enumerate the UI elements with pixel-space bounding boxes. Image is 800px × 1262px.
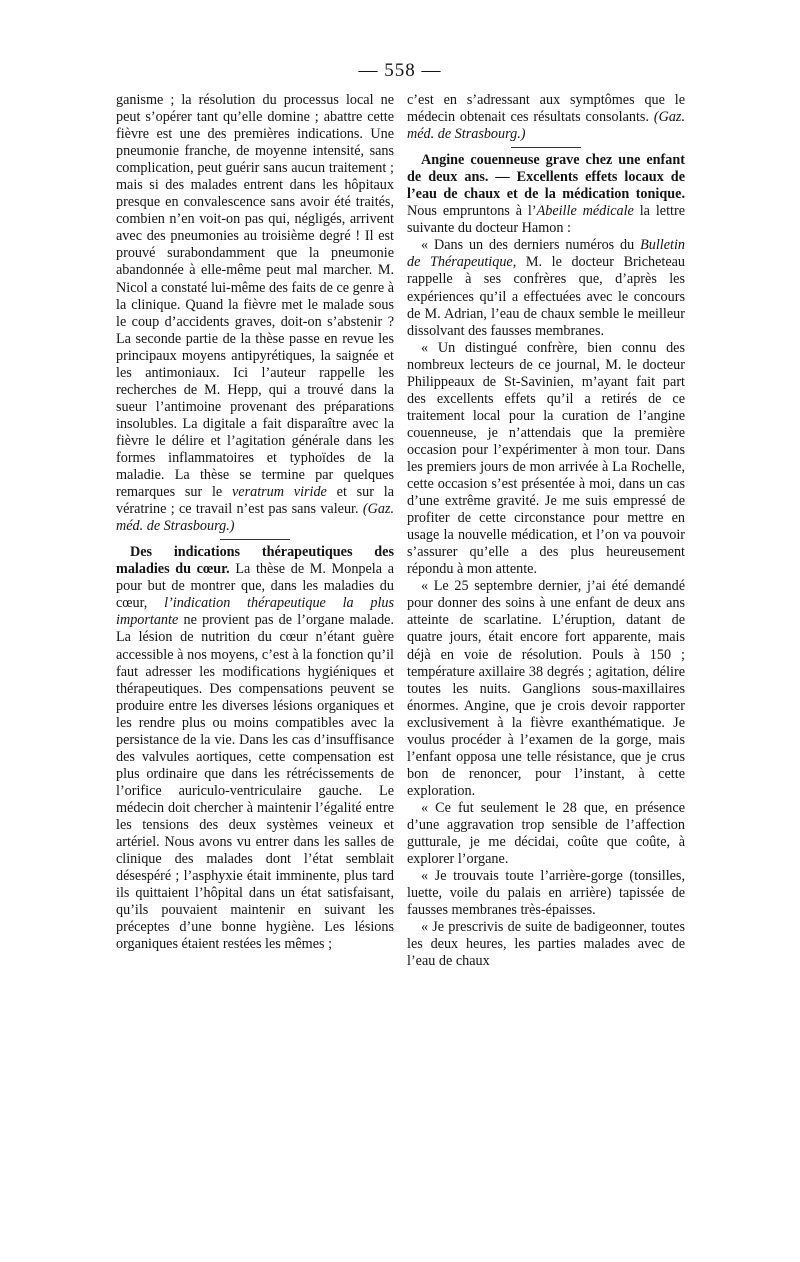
paragraph-text: c’est en s’adressant aux symptômes que le médecin obtenait ces résultats consolants. (407, 92, 685, 126)
paragraph-text: et sur la vératrine ; ce travail n’est pas sans valeur. (116, 484, 394, 518)
article-heading-paragraph (116, 544, 394, 953)
right-column (407, 92, 685, 970)
italic-title: Bulletin de Thérapeutique, (407, 237, 686, 271)
section-divider (511, 147, 581, 148)
paragraph: « Je trouvais toute l’arrière-gorge (tonsilles, luette, voile du palais en arrière) tapissée de fausses membranes très-épaisses. (407, 868, 685, 919)
paragraph (407, 237, 685, 339)
source-citation: (Gaz. méd. de Strasbourg.) (116, 501, 395, 535)
paragraph-continuation (407, 92, 685, 143)
left-column (116, 92, 394, 953)
article-heading-paragraph (407, 152, 685, 237)
paragraph-text: La thèse de M. Monpela a pour but de montrer que, dans les maladies du cœur, (116, 561, 394, 612)
source-citation: (Gaz. méd. de Strasbourg.) (407, 109, 685, 143)
page-number: — 558 — (358, 60, 442, 81)
article-heading: Angine couenneuse grave chez une enfant de deux ans. — Excellents effets locaux de l’eau de chaux et de la médication tonique. (407, 152, 685, 203)
paragraph: « Un distingué confrère, bien connu des nombreux lecteurs de ce journal, M. le docteur Philippeaux de St-Savinien, m’ayant fait part des excellents effets qu’il a retirés de ce traitement local pour la curation de l’angine couenneuse, je n’attendais que la première occasion pour l’expérimenter à mon tour. Dans les premiers jours de mon arrivée à La Rochelle, cette occasion s’est présentée à moi, dans un cas d’une extrême gravité. Je me suis empressé de profiter de cette circonstance pour mettre en usage la nouvelle médication, et l’on va pouvoir s’assurer qu’elle a des plus heureusement répondu à mon attente. (407, 339, 685, 578)
paragraph-text: ganisme ; la résolution du processus local ne peut s’opérer tant qu’elle domine ; abattre cette fièvre est une des premières indications. Une pneumonie franche, de moyenne intensité, sans complication, peut guérir sans aucun traitement ; mais si des malades entrent dans les hôpitaux presque en convalescence sans avoir été traités, combien n’en voit-on pas qui, négligés, arrivent avec des pneumonies au troisième degré ! Il est prouvé surabondamment que la pneumonie abandonnée à elle-même peut mal marcher. M. Nicol a constaté lui-même des faits de ce genre à la clinique. Quand la fièvre met le malade sous le coup d’accidents graves, doit-on s’abstenir ? La seconde partie de la thèse passe en revue les principaux moyens antipyrétiques, la saignée et les antimoniaux. Ici l’auteur rappelle les recherches de M. Hepp, qui a trouvé dans la sueur l’antimoine provenant des préparations insolubles. La digitale a fait disparaître avec la fièvre le délire et l’agitation générale dans les formes inflammatoires et typhoïdes de la maladie. La thèse se termine par quelques remarques sur le (116, 92, 394, 501)
italic-phrase: l’indication thérapeutique la plus importante (116, 595, 395, 629)
section-divider (220, 539, 290, 540)
paragraph: « Je prescrivis de suite de badigeonner, toutes les deux heures, les parties malades avec de l’eau de chaux (407, 919, 685, 970)
paragraph-text: Nous empruntons à l’ (407, 203, 537, 220)
paragraph-text: M. le docteur Bricheteau rappelle à ses confrères que, d’après les expériences qu’il a effectuées avec le concours de M. Adrian, l’eau de chaux semble le meilleur dissolvant des fausses membranes. (407, 254, 686, 339)
paragraph-text: « Dans un des derniers numéros du (421, 237, 635, 254)
article-heading: Des indications thérapeutiques des maladies du cœur. (116, 544, 394, 578)
paragraph-text: ne provient pas de l’organe malade. La lésion de nutrition du cœur n’étant guère accessible à nos moyens, c’est à la fonction qu’il faut adresser les modifications hygiéniques et thérapeutiques. Des compensations peuvent se produire entre les diverses lésions organiques et les rendre plus ou moins compatibles avec la persistance de la vie. Dans les cas d’insuffisance des valvules aortiques, cette compensation est plus ordinaire que dans les rétrécissements de l’orifice auriculo-ventriculaire gauche. Le médecin doit chercher à maintenir l’égalité entre les tensions des deux systèmes veineux et artériel. Nous avons vu entrer dans les salles de clinique des malades dont l’état semblait désespéré ; l’asphyxie était imminente, plus tard ils quittaient l’hôpital dans un état satisfaisant, qu’ils pouvaient maintenir en suivant les préceptes d’une bonne hygiène. Les lésions organiques étaient restées les mêmes ; (116, 612, 395, 953)
paragraph: « Ce fut seulement le 28 que, en présence d’une aggravation trop sensible de l’affection gutturale, je me décidai, coûte que coûte, à explorer l’organe. (407, 799, 685, 868)
paragraph-text: la lettre suivante du docteur Hamon : (407, 203, 685, 237)
paragraph-continuation (116, 92, 394, 535)
italic-term: veratrum viride (231, 484, 327, 501)
italic-title: Abeille médicale (536, 203, 634, 220)
paragraph: « Le 25 septembre dernier, j’ai été demandé pour donner des soins à une enfant de deux ans atteinte de scarlatine. L’éruption, datant de quatre jours, était encore fort apparente, mais déjà en voie de résolution. Pouls à 150 ; température axillaire 38 degrés ; agitation, délire toutes les nuits. Ganglions sous-maxillaires énormes. Angine, que je crois devoir rapporter exclusivement à la fièvre exanthématique. Je voulus procéder à l’examen de la gorge, mais l’enfant opposa une telle résistance, que je crus bon de renoncer, pour l’instant, à cette exploration. (407, 578, 685, 799)
